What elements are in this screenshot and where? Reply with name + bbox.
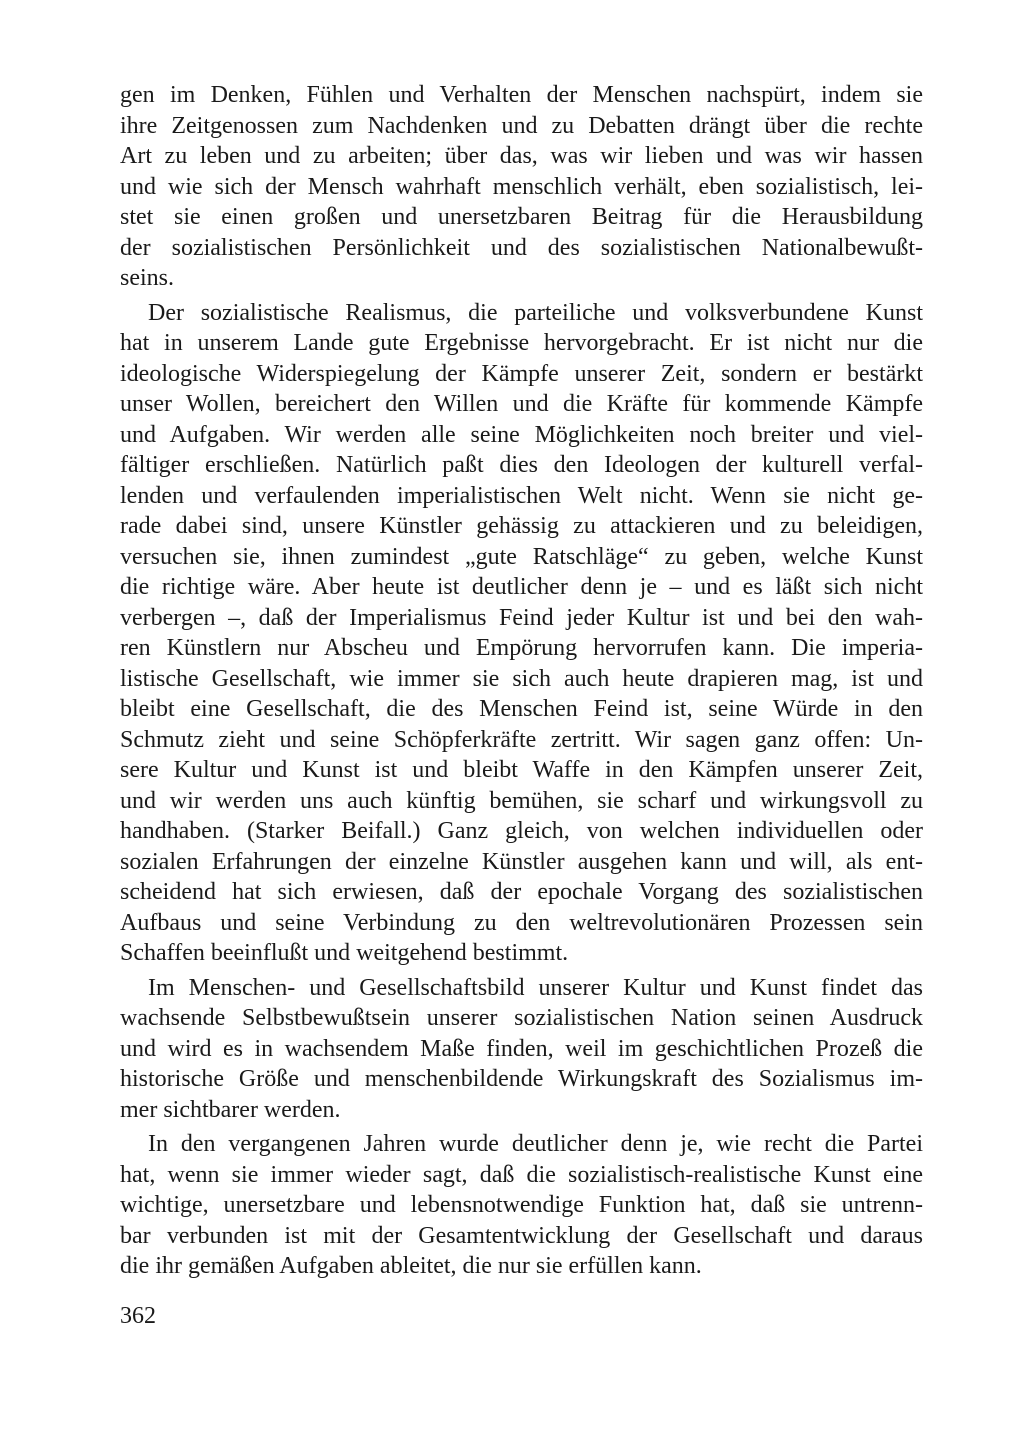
text-line: der sozialistischen Persönlichkeit und des sozialistischen Nationalbewußt- xyxy=(120,234,923,261)
text-line: versuchen sie, ihnen zumindest „gute Ratschläge“ zu geben, welche Kunst xyxy=(120,543,923,570)
page-body xyxy=(120,80,923,1282)
text-line: In den vergangenen Jahren wurde deutlicher denn je, wie recht die Partei xyxy=(148,1131,923,1157)
text-line: bar verbunden ist mit der Gesamtentwicklung der Gesellschaft und daraus xyxy=(120,1222,923,1249)
text-line: stet sie einen großen und unersetzbaren Beitrag für die Herausbildung xyxy=(120,204,923,230)
text-line: Schmutz zieht und seine Schöpferkräfte zertritt. Wir sagen ganz offen: Un- xyxy=(120,726,923,753)
text-line: hat in unserem Lande gute Ergebnisse hervorgebracht. Er ist nicht nur die xyxy=(120,330,923,356)
text-line: ihre Zeitgenossen zum Nachdenken und zu Debatten drängt über die rechte xyxy=(120,112,923,139)
paragraph xyxy=(120,1129,923,1282)
text-line: verbergen –, daß der Imperialismus Feind jeder Kultur ist und bei den wah- xyxy=(120,604,923,631)
text-line: scheidend hat sich erwiesen, daß der epochale Vorgang des sozialistischen xyxy=(120,879,923,905)
text-line: handhaben. (Starker Beifall.) Ganz gleich, von welchen individuellen oder xyxy=(120,818,923,844)
text-line: Art zu leben und zu arbeiten; über das, was wir lieben und was wir hassen xyxy=(120,143,923,169)
text-line: lenden und verfaulenden imperialistischen Welt nicht. Wenn sie nicht ge- xyxy=(120,482,923,509)
text-line: und Aufgaben. Wir werden alle seine Möglichkeiten noch breiter und viel- xyxy=(120,421,923,448)
text-line: ideologische Widerspiegelung der Kämpfe unserer Zeit, sondern er bestärkt xyxy=(120,360,923,387)
text-line: ren Künstlern nur Abscheu und Empörung hervorrufen kann. Die imperia- xyxy=(120,635,923,661)
text-line: die ihr gemäßen Aufgaben ableitet, die nur sie erfüllen kann. xyxy=(120,1253,702,1279)
paragraph xyxy=(120,80,923,294)
text-line: listische Gesellschaft, wie immer sie sich auch heute drapieren mag, ist und xyxy=(120,665,923,692)
text-line: sozialen Erfahrungen der einzelne Künstler ausgehen kann und will, als ent- xyxy=(120,848,923,875)
text-line: mer sichtbarer werden. xyxy=(120,1096,341,1123)
text-line: rade dabei sind, unsere Künstler gehässig zu attackieren und zu beleidigen, xyxy=(120,513,923,539)
text-line: Aufbaus und seine Verbindung zu den weltrevolutionären Prozessen sein xyxy=(120,909,923,936)
text-line: seins. xyxy=(120,265,174,291)
text-line: und wie sich der Mensch wahrhaft menschlich verhält, eben sozialistisch, lei- xyxy=(120,173,923,200)
text-line: fältiger erschließen. Natürlich paßt dies den Ideologen der kulturell verfal- xyxy=(120,452,923,478)
text-line: sere Kultur und Kunst ist und bleibt Waffe in den Kämpfen unserer Zeit, xyxy=(120,757,923,783)
text-line: unser Wollen, bereichert den Willen und die Kräfte für kommende Kämpfe xyxy=(120,391,923,417)
text-line: die richtige wäre. Aber heute ist deutlicher denn je – und es läßt sich nicht xyxy=(120,574,923,600)
text-line: gen im Denken, Fühlen und Verhalten der Menschen nachspürt, indem sie xyxy=(120,82,923,108)
text-line: und wir werden uns auch künftig bemühen, sie scharf und wirkungsvoll zu xyxy=(120,787,923,814)
text-line: Im Menschen- und Gesellschaftsbild unserer Kultur und Kunst findet das xyxy=(148,974,923,1001)
text-line: wichtige, unersetzbare und lebensnotwendige Funktion hat, daß sie untrenn- xyxy=(120,1192,923,1218)
paragraph xyxy=(120,973,923,1126)
text-line: Schaffen beeinflußt und weitgehend bestimmt. xyxy=(120,940,569,966)
text-line: hat, wenn sie immer wieder sagt, daß die sozialistisch-realistische Kunst eine xyxy=(120,1161,923,1188)
paragraph xyxy=(120,298,923,969)
text-line: Der sozialistische Realismus, die parteiliche und volksverbundene Kunst xyxy=(148,299,923,326)
text-line: und wird es in wachsendem Maße finden, weil im geschichtlichen Prozeß die xyxy=(120,1035,923,1062)
text-line: historische Größe und menschenbildende Wirkungskraft des Sozialismus im- xyxy=(120,1066,923,1092)
page-number: 362 xyxy=(120,1303,156,1329)
text-line: bleibt eine Gesellschaft, die des Menschen Feind ist, seine Würde in den xyxy=(120,696,923,722)
text-line: wachsende Selbstbewußtsein unserer sozialistischen Nation seinen Ausdruck xyxy=(120,1005,923,1031)
